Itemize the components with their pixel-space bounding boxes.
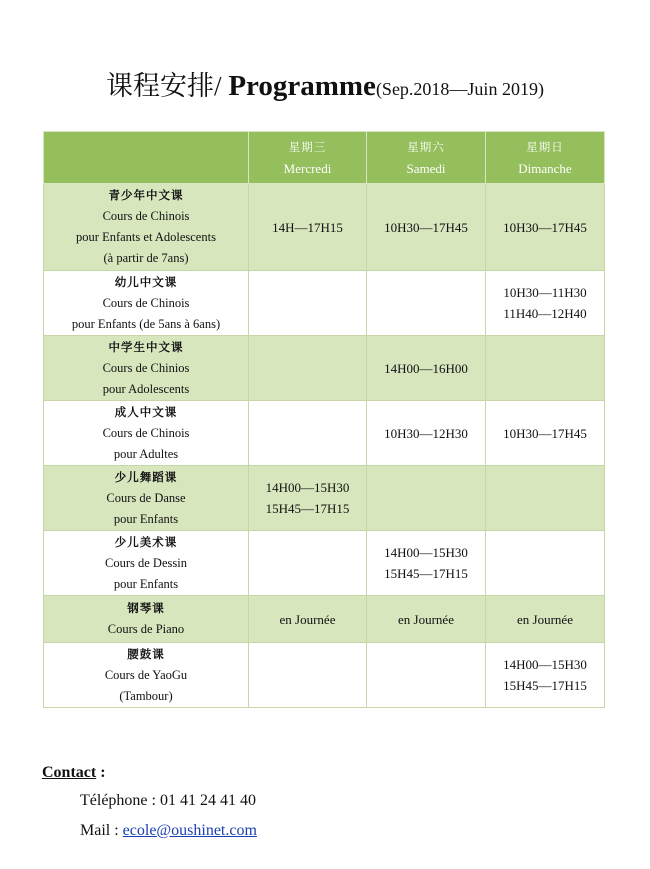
course-name-fr: pour Enfants: [113, 511, 179, 526]
table-row: [44, 336, 605, 401]
time-cell-samedi: [367, 466, 486, 531]
phone-label: Téléphone :: [80, 792, 160, 809]
time-slot: en Journée: [279, 611, 336, 627]
time-cell-samedi: [367, 271, 486, 336]
course-cell: [44, 271, 249, 336]
mail-label: Mail :: [80, 822, 123, 839]
time-cell-dimanche: [486, 466, 605, 531]
time-cell-mercredi: [249, 643, 367, 708]
header-cn: 星期三: [288, 139, 327, 154]
table-row: [44, 466, 605, 531]
course-cell: [44, 643, 249, 708]
title-separator: /: [214, 71, 229, 101]
time-slot: 15H45—17H15: [503, 678, 587, 693]
time-cell-mercredi: [249, 271, 367, 336]
time-slot: 10H30—12H30: [384, 425, 468, 441]
header-cn: 星期六: [407, 139, 445, 154]
time-slot: 10H30—17H45: [503, 219, 587, 235]
time-cell-dimanche: [486, 336, 605, 401]
course-cell: [44, 184, 249, 271]
time-cell-samedi: [367, 531, 486, 596]
time-cell-dimanche: [486, 643, 605, 708]
course-cell: [44, 401, 249, 466]
time-slot: 14H00—15H30: [384, 545, 468, 560]
course-name-fr: pour Enfants (de 5ans à 6ans): [71, 316, 221, 331]
course-name-fr: pour Adultes: [113, 446, 179, 461]
course-name-fr: Cours de Danse: [106, 490, 186, 505]
course-name-fr: Cours de Piano: [107, 622, 185, 636]
contact-mail-line: [80, 822, 257, 840]
time-slot: 15H45—17H15: [384, 566, 468, 581]
course-name-cn: 中学生中文课: [108, 339, 184, 354]
course-name-fr: pour Enfants: [113, 576, 179, 591]
course-name-cn: 少儿舞蹈课: [114, 469, 178, 484]
course-name-cn: 少儿美术课: [114, 534, 178, 549]
time-cell-samedi: [367, 596, 486, 643]
time-cell-samedi: [367, 643, 486, 708]
time-slot: 10H30—17H45: [384, 219, 468, 235]
time-cell-dimanche: [486, 271, 605, 336]
course-cell: [44, 531, 249, 596]
course-name-fr: pour Enfants et Adolescents: [76, 230, 216, 244]
time-cell-samedi: [367, 336, 486, 401]
header-fr: Mercredi: [283, 160, 332, 176]
title-main: Programme: [228, 70, 376, 102]
table-header-row: [44, 132, 605, 184]
time-cell-dimanche: [486, 531, 605, 596]
time-slot: 14H—17H15: [272, 219, 343, 235]
course-name-fr: Cours de Chinois: [102, 425, 190, 440]
header-course: [44, 132, 249, 184]
course-name-fr: Cours de YaoGu: [104, 667, 188, 682]
course-name-fr: pour Adolescents: [102, 381, 190, 396]
time-cell-mercredi: [249, 596, 367, 643]
table-row: [44, 271, 605, 336]
contact-colon: :: [96, 764, 106, 781]
course-name-cn: 幼儿中文课: [114, 274, 178, 289]
time-cell-mercredi: [249, 401, 367, 466]
time-slot: en Journée: [398, 611, 454, 627]
course-name-fr: Cours de Chinois: [102, 209, 190, 223]
time-slot: en Journée: [517, 611, 573, 627]
course-name-fr: (à partir de 7ans): [103, 251, 189, 265]
schedule-body: [44, 184, 605, 708]
header-samedi: [367, 132, 486, 184]
time-slot: 15H45—17H15: [265, 501, 350, 516]
title-chinese: 课程安排: [106, 71, 215, 102]
schedule-table: [43, 131, 605, 708]
time-slot: 10H30—17H45: [503, 425, 587, 441]
course-name-fr: Cours de Dessin: [105, 555, 187, 570]
time-slot: 14H00—15H30: [503, 657, 587, 672]
table-row: [44, 643, 605, 708]
time-cell-samedi: [367, 401, 486, 466]
time-cell-mercredi: [249, 531, 367, 596]
course-name-cn: 青少年中文课: [108, 188, 184, 202]
course-name-fr: Cours de Chinios: [102, 360, 190, 375]
course-name-cn: 成人中文课: [114, 404, 178, 419]
contact-phone-line: [80, 792, 256, 810]
course-name-cn: 钢琴课: [127, 601, 165, 615]
table-row: [44, 184, 605, 271]
time-cell-mercredi: [249, 336, 367, 401]
contact-heading: [42, 764, 106, 782]
course-cell: [44, 596, 249, 643]
title-date-range: (Sep.2018—Juin 2019): [375, 79, 544, 99]
page-title: [0, 64, 650, 103]
time-cell-dimanche: [486, 401, 605, 466]
time-slot: 11H40—12H40: [503, 306, 587, 321]
time-cell-mercredi: [249, 184, 367, 271]
time-slot: 14H00—15H30: [265, 480, 350, 495]
header-fr: Samedi: [406, 160, 446, 176]
time-slot: 10H30—11H30: [503, 285, 587, 300]
header-cn: 星期日: [526, 139, 564, 154]
time-cell-mercredi: [249, 466, 367, 531]
time-cell-samedi: [367, 184, 486, 271]
table-row: [44, 401, 605, 466]
course-name-fr: Cours de Chinois: [102, 295, 190, 310]
phone-number: 01 41 24 41 40: [159, 792, 256, 809]
time-cell-dimanche: [486, 184, 605, 271]
course-cell: [44, 466, 249, 531]
mail-link[interactable]: ecole@oushinet.com: [122, 822, 257, 839]
course-name-fr: (Tambour): [119, 688, 173, 703]
course-cell: [44, 336, 249, 401]
table-row: [44, 596, 605, 643]
time-slot: 14H00—16H00: [384, 360, 468, 376]
contact-label: Contact: [42, 764, 97, 781]
course-name-cn: 腰鼓课: [127, 646, 165, 661]
time-cell-dimanche: [486, 596, 605, 643]
header-fr: Dimanche: [518, 160, 572, 176]
header-mercredi: [249, 132, 367, 184]
header-dimanche: [486, 132, 605, 184]
table-row: [44, 531, 605, 596]
